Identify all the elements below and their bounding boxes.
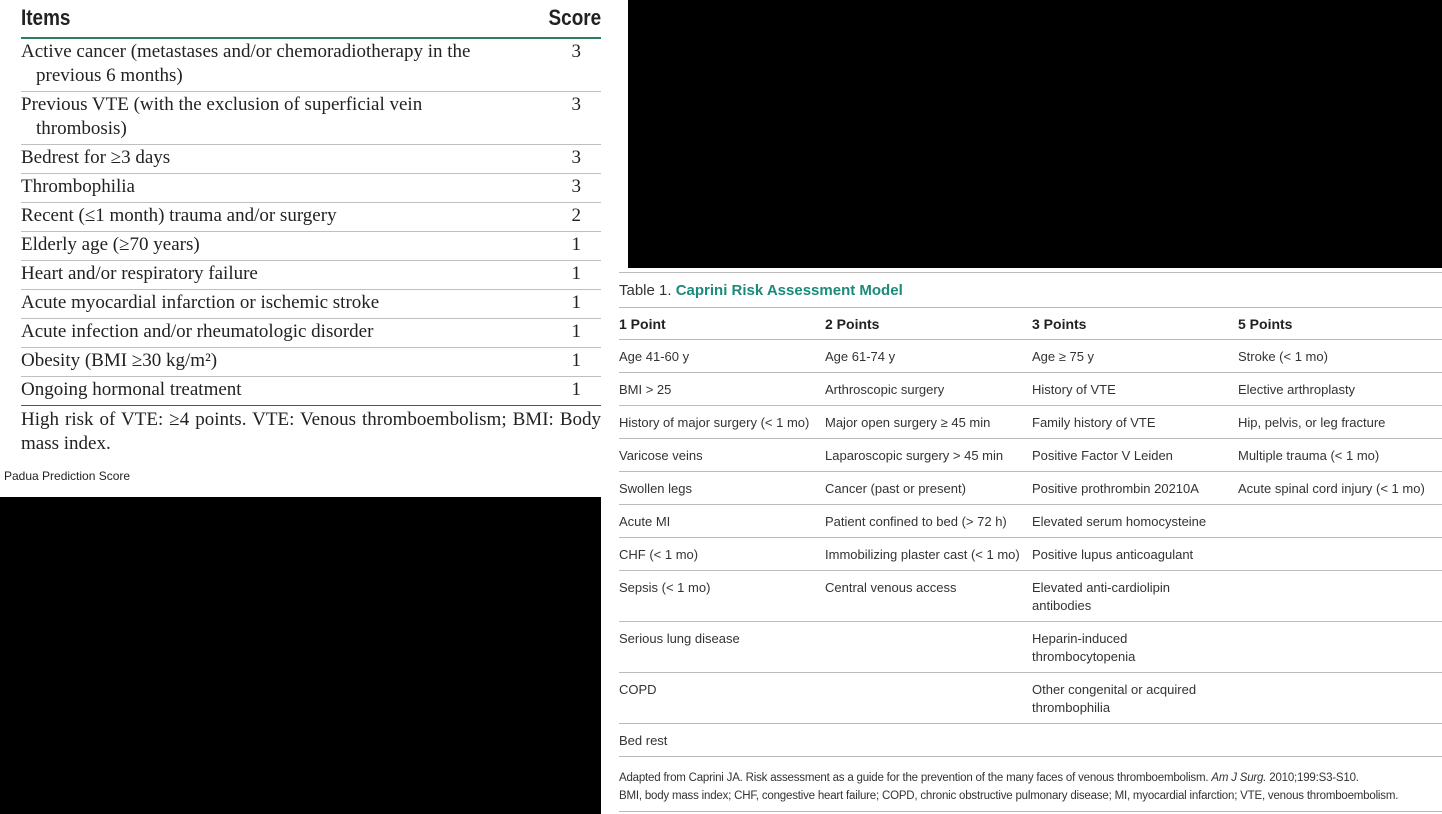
table-cell: Heparin-induced thrombocytopenia [1032, 622, 1238, 673]
table-cell: Elective arthroplasty [1238, 373, 1442, 406]
table-cell: Arthroscopic surgery [825, 373, 1032, 406]
caprini-table-panel [601, 268, 1442, 814]
table-cell [1238, 673, 1442, 724]
table-row [619, 673, 1442, 724]
table-row [619, 406, 1442, 439]
abbreviations-note: BMI, body mass index; CHF, congestive heart failure; COPD, chronic obstructive pulmonary disease; MI, myocardial infarction; VTE, venous thromboembolism. [619, 790, 1399, 802]
padua-row [21, 174, 601, 203]
padua-item-score: 3 [571, 147, 581, 168]
padua-table-body [21, 39, 601, 406]
table-cell: Central venous access [825, 571, 1032, 622]
padua-table-header [21, 0, 601, 39]
table-cell: Hip, pelvis, or leg fracture [1238, 406, 1442, 439]
table-cell: Sepsis (< 1 mo) [619, 571, 825, 622]
citation-reference: 2010;199:S3-S10. [1269, 772, 1359, 784]
table-cell [825, 622, 1032, 673]
padua-item-label: Ongoing hormonal treatment [21, 379, 242, 400]
table-cell: Age 41-60 y [619, 340, 825, 373]
padua-item-score: 1 [571, 350, 581, 371]
padua-row [21, 377, 601, 405]
padua-caption: Padua Prediction Score [4, 469, 131, 483]
score-column-header: Score [548, 5, 601, 30]
table-row [619, 505, 1442, 538]
table-row [619, 340, 1442, 373]
table-cell: Acute spinal cord injury (< 1 mo) [1238, 472, 1442, 505]
padua-row [21, 232, 601, 261]
table-row [619, 373, 1442, 406]
table-cell: Multiple trauma (< 1 mo) [1238, 439, 1442, 472]
table-cell: Cancer (past or present) [825, 472, 1032, 505]
padua-item-label: Thrombophilia [21, 176, 135, 197]
padua-row [21, 290, 601, 319]
padua-row [21, 319, 601, 348]
padua-item-score: 3 [571, 94, 581, 115]
table-cell: Elevated anti-cardiolipin antibodies [1032, 571, 1238, 622]
table-cell: History of VTE [1032, 373, 1238, 406]
source-citation [619, 769, 1442, 787]
table-row [619, 472, 1442, 505]
table-cell: COPD [619, 673, 825, 724]
table-cell: Varicose veins [619, 439, 825, 472]
padua-row [21, 145, 601, 174]
top-rule [619, 272, 1442, 273]
padua-item-label: Active cancer (metastases and/or chemoradiotherapy in the previous 6 months) [21, 41, 471, 86]
table-cell: Bed rest [619, 724, 825, 757]
table-cell: Age ≥ 75 y [1032, 340, 1238, 373]
table-cell: Patient confined to bed (> 72 h) [825, 505, 1032, 538]
bottom-rule [619, 811, 1442, 812]
table-cell: Major open surgery ≥ 45 min [825, 406, 1032, 439]
padua-item-score: 1 [571, 292, 581, 313]
table-cell: Age 61-74 y [825, 340, 1032, 373]
citation-journal: Am J Surg. [1211, 772, 1267, 784]
table-cell: Immobilizing plaster cast (< 1 mo) [825, 538, 1032, 571]
caprini-table [619, 308, 1442, 757]
table-cell: Positive Factor V Leiden [1032, 439, 1238, 472]
padua-item-label: Bedrest for ≥3 days [21, 147, 171, 168]
table-cell [1238, 724, 1442, 757]
padua-item-label: Elderly age (≥70 years) [21, 234, 200, 255]
table-cell: Positive lupus anticoagulant [1032, 538, 1238, 571]
padua-score-panel [0, 0, 628, 497]
padua-item-label: Recent (≤1 month) trauma and/or surgery [21, 205, 337, 226]
table-cell [1032, 724, 1238, 757]
table-row [619, 439, 1442, 472]
table-cell: Elevated serum homocysteine [1032, 505, 1238, 538]
table-cell: Serious lung disease [619, 622, 825, 673]
padua-item-label: Acute myocardial infarction or ischemic stroke [21, 292, 380, 313]
table-row [619, 571, 1442, 622]
padua-item-label: Acute infection and/or rheumatologic disorder [21, 321, 374, 342]
citation-text: Adapted from Caprini JA. Risk assessment as a guide for the prevention of the many faces of venous thromboembolism. [619, 772, 1209, 784]
table-cell: CHF (< 1 mo) [619, 538, 825, 571]
table-cell: Stroke (< 1 mo) [1238, 340, 1442, 373]
table-cell: Family history of VTE [1032, 406, 1238, 439]
caprini-table-body [619, 340, 1442, 757]
padua-row [21, 348, 601, 377]
table-cell [1238, 505, 1442, 538]
table-cell [825, 724, 1032, 757]
table-cell [1238, 571, 1442, 622]
padua-item-score: 1 [571, 234, 581, 255]
padua-item-score: 1 [571, 263, 581, 284]
padua-row [21, 39, 601, 92]
items-column-header: Items [21, 5, 71, 30]
padua-item-score: 1 [571, 379, 581, 400]
table-number: Table 1. [619, 282, 672, 299]
padua-item-score: 3 [571, 176, 581, 197]
table-cell: History of major surgery (< 1 mo) [619, 406, 825, 439]
table-cell: BMI > 25 [619, 373, 825, 406]
table-cell: Laparoscopic surgery > 45 min [825, 439, 1032, 472]
table-name: Caprini Risk Assessment Model [675, 282, 903, 299]
table-cell: Swollen legs [619, 472, 825, 505]
table-cell [1238, 622, 1442, 673]
table-row [619, 538, 1442, 571]
column-header: 1 Point [619, 308, 825, 340]
padua-row [21, 203, 601, 232]
table-cell [825, 673, 1032, 724]
column-header: 3 Points [1032, 308, 1238, 340]
padua-row [21, 261, 601, 290]
table-cell: Acute MI [619, 505, 825, 538]
padua-item-label: Obesity (BMI ≥30 kg/m²) [21, 350, 218, 371]
padua-item-score: 2 [571, 205, 581, 226]
table-notes [619, 769, 1442, 805]
table-cell [1238, 538, 1442, 571]
padua-footnote: High risk of VTE: ≥4 points. VTE: Venous thromboembolism; BMI: Body mass index. [21, 409, 601, 454]
table-cell: Positive prothrombin 20210A [1032, 472, 1238, 505]
padua-item-label: Heart and/or respiratory failure [21, 263, 258, 284]
table-cell: Other congenital or acquired thrombophilia [1032, 673, 1238, 724]
table-title [619, 282, 903, 299]
padua-item-score: 3 [571, 41, 581, 62]
table-row [619, 724, 1442, 757]
column-header: 2 Points [825, 308, 1032, 340]
header-row [619, 308, 1442, 340]
column-header: 5 Points [1238, 308, 1442, 340]
padua-item-score: 1 [571, 321, 581, 342]
padua-item-label: Previous VTE (with the exclusion of superficial vein thrombosis) [21, 94, 423, 139]
padua-row [21, 92, 601, 145]
table-row [619, 622, 1442, 673]
